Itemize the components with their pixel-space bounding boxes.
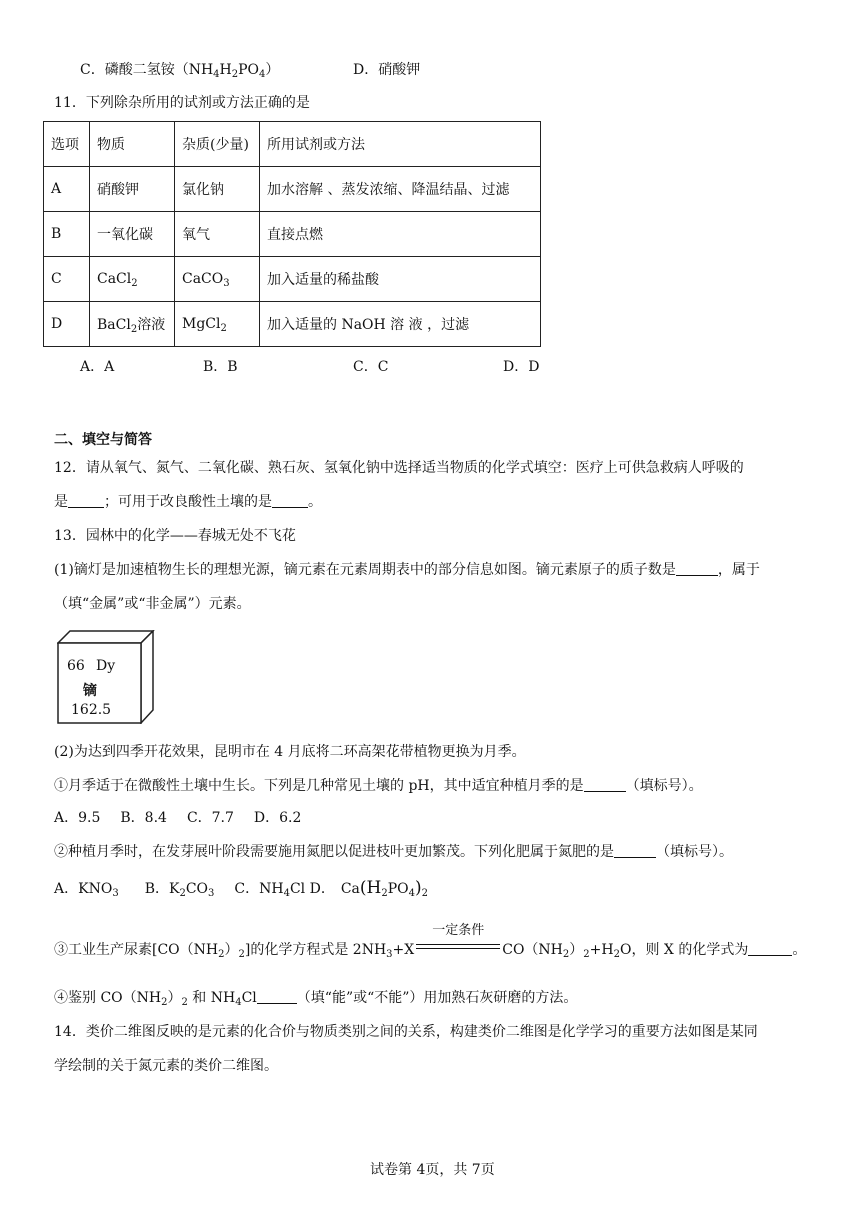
element-atomic-number: 66 [67,658,85,674]
row-d-impurity: MgCl$_2$ [175,302,260,347]
row-c-option: C [44,257,90,302]
element-symbol: Dy [96,658,116,674]
header-substance: 物质 [90,122,175,167]
answer-blank[interactable] [614,843,656,858]
row-b-impurity: 氧气 [175,212,260,257]
row-b-method: 直接点燃 [260,212,541,257]
row-d-method: 加入适量的 NaOH 溶 液 ，过滤 [260,302,541,347]
q13-sub3: ③工业生产尿素$[CO(NH_2)_2]$的化学方程式是 $2NH_3+X$ 一定条件 $CO(NH_2)_2+H_2O$，则 X 的化学式为 。 [54,923,807,960]
q10-option-d: D．硝酸钾 [353,62,421,78]
q12-line1: 12．请从氧气、氮气、二氧化碳、熟石灰、氢氧化钠中选择适当物质的化学式填空：医疗上可供急救病人呼吸的 [54,460,744,476]
reaction-equals-sign: 一定条件 [414,940,502,960]
q11-answer-c: C．C [353,359,389,375]
q11-answer-d: D．D [503,359,540,375]
row-c-substance: CaCl$_2$ [90,257,175,302]
option-d: D．6.2 [253,810,302,826]
table-row [44,302,541,347]
header-impurity: 杂质(少量) [175,122,260,167]
element-atomic-mass: 162.5 [71,702,112,718]
q13-sub2-options: A．$KNO_3$ B．$K_2CO_3$ C．$NH_4Cl$ D． $Ca(H_2PO_4)_2$ [54,878,429,899]
q13-p2: (2)为达到四季开花效果，昆明市在 4 月底将二环高架花带植物更换为月季。 [54,744,526,760]
row-d-substance: BaCl$_2$溶液 [90,302,175,347]
q13-p1-line1: (1)镝灯是加速植物生长的理想光源，镝元素在元素周期表中的部分信息如图。镝元素原子的质子数是 ，属于 [54,562,760,578]
q13-sub2: ②种植月季时，在发芽展叶阶段需要施用氮肥以促进枝叶更加繁茂。下列化肥属于氮肥的是 （填标号）。 [54,844,733,860]
answer-blank[interactable] [257,989,297,1004]
q13-p1-line2: （填“金属”或“非金属”）元素。 [54,596,251,612]
q13-title: 13．园林中的化学——春城无处不飞花 [54,528,296,544]
table-row [44,257,541,302]
section-title: 二、填空与简答 [54,432,152,448]
row-a-impurity: 氯化钠 [175,167,260,212]
page-footer: 试卷第 4页，共 7页 [370,1162,495,1178]
row-a-substance: 硝酸钾 [90,167,175,212]
q13-sub4: ④鉴别 $CO(NH_2)_2$ 和 $NH_4Cl$ （填“能”或“不能”）用加熟石灰研磨的方法。 [54,990,578,1008]
answer-blank[interactable] [676,561,718,576]
element-name: 镝 [83,683,97,699]
q13-sub1: ①月季适于在微酸性土壤中生长。下列是几种常见土壤的 pH，其中适宜种植月季的是 （填标号）。 [54,778,703,794]
row-c-impurity: CaCO$_3$ [175,257,260,302]
row-d-option: D [44,302,90,347]
answer-blank[interactable] [584,777,626,792]
q14-line1: 14．类价二维图反映的是元素的化合价与物质类别之间的关系，构建类价二维图是化学学习的重要方法如图是某同 [54,1024,758,1040]
answer-blank[interactable] [748,941,792,956]
q12-line2: 是 ；可用于改良酸性土壤的是 。 [54,494,322,510]
q11-table [43,121,541,347]
table-row [44,167,541,212]
q11-stem: 11．下列除杂所用的试剂或方法正确的是 [54,95,310,111]
table-header-row [44,122,541,167]
option-c: C．7.7 [186,810,234,826]
q14-line2: 学绘制的关于氮元素的类价二维图。 [54,1058,278,1074]
header-method: 所用试剂或方法 [260,122,541,167]
q11-answer-b: B．B [203,359,238,375]
table-row [44,212,541,257]
answer-blank[interactable] [68,493,104,508]
q10-option-c: C．磷酸二氢铵$(NH_4H_2PO_4)$ [80,62,280,80]
q13-sub1-options [54,808,301,828]
row-c-method: 加入适量的稀盐酸 [260,257,541,302]
q11-answer-a: A．A [80,359,115,375]
row-b-substance: 一氧化碳 [90,212,175,257]
option-a: A．9.5 [54,810,101,826]
header-option: 选项 [44,122,90,167]
option-b: B．8.4 [120,810,167,826]
answer-blank[interactable] [272,493,308,508]
row-a-option: A [44,167,90,212]
row-b-option: B [44,212,90,257]
row-a-method: 加水溶解 、蒸发浓缩、降温结晶、过滤 [260,167,541,212]
